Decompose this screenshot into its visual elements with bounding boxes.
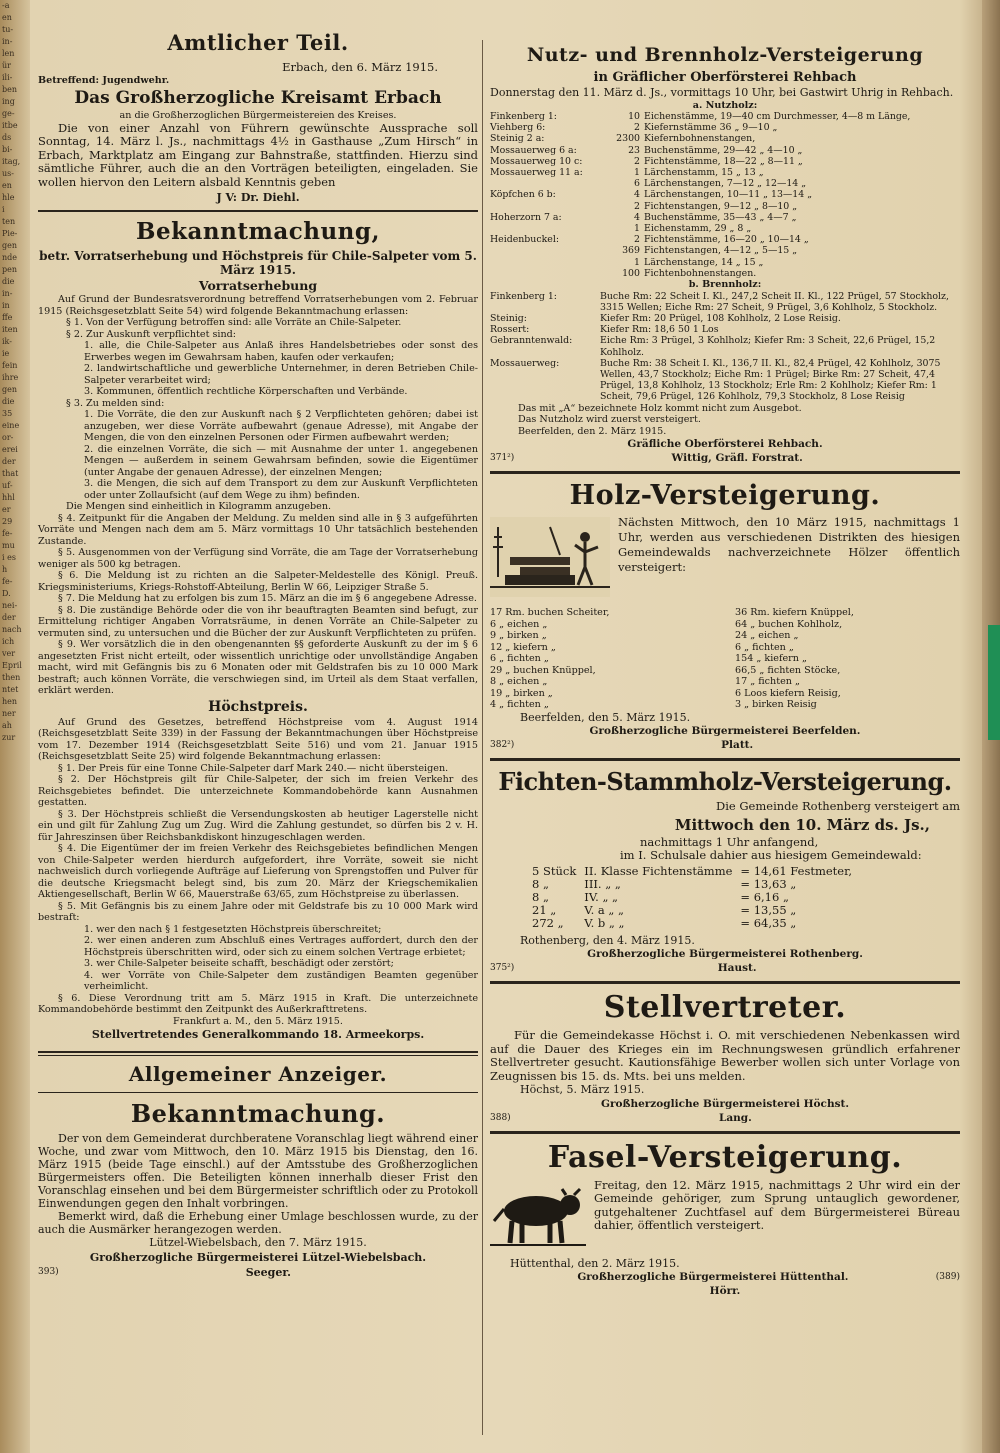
divider [38,1055,478,1056]
paragraph: § 6. Diese Verordnung tritt am 5. März 1915 in Kraft. Die unterzeichnete Kommandobehörde bestimmt den Zeitpunkt des Außerkrafttretens. [38,992,478,1015]
nutzholz-list [490,111,960,279]
description: Lärchenstangen, 10—11 „ 13—14 „ [644,189,813,201]
description: Buchenstämme, 35—43 „ 4—7 „ [644,211,797,223]
ad-number: 375²) [490,963,515,974]
margin-fragment: mu [2,541,15,550]
margin-fragment: h [2,565,8,574]
wood-item: 6 „ fichten „ [735,641,794,653]
bekanntmachung-salpeter [38,218,478,1041]
nutzholz-row [490,111,960,122]
brennholz-row [490,324,960,335]
margin-fragment: ili- [2,73,13,82]
nutzholz-row [490,156,960,167]
class-cell: V. b „ „ [584,915,625,930]
column-divider [482,40,483,1435]
margin-fragment: ner [2,709,16,718]
paragraph: 1. Die Vorräte, die den zur Auskunft nach § 2 Verpflichteten gehören; dabei ist anzugeben, wer diese Vorräte aufbewahrt (genaue Adresse), mit Angabe der Mengen, die von den einzelnen Personen oder Firmen aufbewahrt werden; [84,409,478,443]
subsection-heading: Höchstpreis. [208,698,308,715]
ad-body-line: Die Gemeinde Rothenberg versteigert am [716,799,960,814]
nutzholz-row [490,268,960,279]
brennholz-row [490,335,960,357]
wood-item: 6 „ fichten „ [490,653,549,665]
location: Steinig 2 a: [490,133,545,145]
count-cell: 8 „ [532,876,549,891]
paragraph: § 5. Ausgenommen von der Verfügung sind Vorräte, die am Tage der Vorratserhebung weniger als 500 kg betragen. [38,547,478,570]
brennholz-row [490,291,960,313]
divider [38,1051,478,1053]
signature: J V: Dr. Diehl. [216,191,300,204]
quantity: 100 [622,267,640,279]
ad-number: (389) [935,1272,960,1283]
description: Fichtenstangen, 4—12 „ 5—15 „ [644,245,798,257]
divider [490,471,960,474]
quantity: 2300 [616,133,640,145]
ad-heading: Stellvertreter. [603,990,847,1026]
signature: Großherzogliche Bürgermeisterei Hüttenthal. [577,1271,849,1284]
signature: Großherzogliche Bürgermeisterei Lützel-Wiebelsbach. [89,1250,427,1264]
paragraph: 2. landwirtschaftliche und gewerbliche Unternehmer, in deren Betrieben Chile-Salpeter verarbeitet wird; [84,363,478,386]
divider [490,758,960,761]
volume-cell: = 13,63 „ [740,876,797,891]
location: Gebranntenwald: [490,335,573,347]
margin-fragment: tu- [2,25,14,34]
signatory-name: Wittig, Gräfl. Forstrat. [671,452,803,465]
right-column [490,26,960,1298]
nutzholz-row [490,122,960,133]
wood-list-right [715,607,960,711]
margin-fragment: ür [2,61,11,70]
paragraph: § 4. Die Eigentümer der im freien Verkehr des Reichsgebietes befindlichen Mengen von Chile-Salpeter werden hierdurch aufgefordert, ihre Vorräte, soweit sie nicht nachweislich durch vorliegende Aufträge auf Lieferung von Sprengstoffen und Pulver für die deutsche Kriegsmacht belegt sind, bis zum 20. März der Kriegschemikalien Aktiengesellschaft, Berlin W 66, Mauerstraße 63/65, zum Höchstpreise zu überlassen. [38,843,478,900]
ad-number: 371²) [490,453,515,464]
margin-fragment: der [2,457,16,466]
description: Fichtenstämme, 16—20 „ 10—14 „ [644,234,809,246]
stammholz-table [528,865,856,930]
notice-subheading-2: Vorratserhebung [198,278,318,293]
divider [490,981,960,984]
location: Mossauerweg 11 a: [490,167,583,179]
margin-fragment: ich [2,637,15,646]
place-date: Rothenberg, den 4. März 1915. [520,933,695,947]
wood-item: 17 „ fichten „ [735,676,800,688]
ad-body-line: im I. Schulsale dahier aus hiesigem Gemeindewald: [620,848,922,863]
description: Buche Rm: 38 Scheit I. Kl., 136,7 II. Kl., 82,4 Prügel, 42 Kohlholz, 3075 Wellen, 43,7 Stockholz; Eiche Rm: 1 Prügel; Birke Rm: 27 Scheit, 47,4 Prügel, 13,8 Kohlholz, 13 Stockholz; Erle Rm: 2 Kohlholz; Kiefer Rm: 1 Scheit, 79,6 Prügel, 126 Kohlholz, 79,3 Stockholz, 8 Lose Reisig [600,357,941,403]
quantity: 2 [634,234,640,246]
nutzholz-row [490,133,960,144]
margin-fragment: ten [2,217,16,226]
description: Lärchenstange, 14 „ 15 „ [644,256,764,268]
margin-fragment: then [2,673,21,682]
description: Kiefernstämme 36 „ 9—10 „ [644,122,778,134]
place-date: Lützel-Wiebelsbach, den 7. März 1915. [149,1236,367,1249]
location [490,201,600,212]
paragraph: Auf Grund der Bundesratsverordnung betreffend Vorratserhebungen vom 2. Februar 1915 (Reichsgesetzblatt Seite 54) wird folgende Bekanntmachung erlassen: [38,294,478,317]
margin-fragment: gen [2,241,18,250]
signature: Gräfliche Oberförsterei Rehbach. [627,438,823,451]
ad-number: 388) [490,1112,511,1123]
wood-item: 3 „ birken Reisig [735,699,817,711]
location: Mossauerweg 10 c: [490,155,583,167]
margin-fragment: -a [2,1,10,10]
notice-heading: Bekanntmachung, [136,218,380,245]
margin-fragment: len [2,49,15,58]
divider [38,210,478,212]
location: Finkenberg 1: [490,111,557,122]
margin-fragment: die [2,277,15,286]
signatory-name: Seeger. [245,1265,291,1279]
paragraph: § 4. Zeitpunkt für die Angaben der Meldung. Zu melden sind alle in § 3 aufgeführten Vorräte und Mengen nach dem am 5. März vormittags 10 Uhr tatsächlich bestehenden Zustande. [38,512,478,547]
location [490,245,600,256]
margin-fragment: us- [2,169,14,178]
nutzholz-row [490,245,960,256]
margin-fragment: en [2,181,12,190]
paragraph: § 2. Der Höchstpreis gilt für Chile-Salpeter, der sich im freien Verkehr des Reichsgebietes befindet. Die unterzeichnete Kommandobehörde kann Ausnahmen gestatten. [38,774,478,808]
paragraph: 4. wer Vorräte von Chile-Salpeter dem zuständigen Beamten gegenüber verheimlicht. [84,969,478,992]
fichten-stammholz-ad [490,767,960,975]
margin-fragment: zur [2,733,16,742]
volume-cell: = 14,61 Festmeter, [740,863,852,878]
quantity: 1 [634,167,640,179]
margin-fragment: Pie- [2,229,18,238]
dateline: Erbach, den 6. März 1915. [282,60,438,74]
paragraph: 3. die Mengen, die sich auf dem Transport zu dem zur Auskunft Verpflichteten oder unter Zollaufsicht (auf dem Wege zu ihm) befinden. [84,478,478,501]
class-cell: II. Klasse Fichtenstämme [584,863,733,878]
ad-number: 382²) [490,740,515,751]
margin-fragment: i [2,205,5,214]
wood-item: 24 „ eichen „ [735,630,799,642]
paragraph: 3. wer Chile-Salpeter beiseite schafft, beschädigt oder zerstört; [84,958,394,969]
location: Finkenberg 1: [490,290,557,302]
margin-fragment: itag, [2,157,21,166]
nutzholz-row [490,212,960,223]
margin-fragment: 35 [2,409,13,418]
margin-fragment: ffe [2,313,13,322]
paragraph: 1. wer den nach § 1 festgesetzten Höchstpreis überschreitet; [84,923,382,935]
quantity: 4 [634,211,640,223]
description: Eichenstämme, 19—40 cm Durchmesser, 4—8 m Länge, [644,111,911,122]
paragraph: § 1. Von der Verfügung betroffen sind: alle Vorräte an Chile-Salpeter. [66,317,402,328]
wood-item: 6 „ eichen „ [490,618,548,630]
wood-item: 12 „ kiefern „ [490,641,556,653]
margin-fragment: der [2,613,16,622]
description: Fichtenstämme, 18—22 „ 8—11 „ [644,155,803,167]
signatory-name: Platt. [721,739,754,752]
paragraph: 3. Kommunen, öffentlich rechtliche Körperschaften und Verbände. [84,386,408,397]
description: Fichtenstangen, 9—12 „ 8—10 „ [644,200,798,212]
margin-fragment: fein [2,361,18,370]
location: Rossert: [490,324,530,336]
ad-heading: Fichten-Stammholz-Versteigerung. [498,767,952,797]
location: Mossauerweg: [490,357,560,369]
fasel-versteigerung-ad [490,1140,960,1298]
paragraph: Der von dem Gemeinderat durchberatene Voranschlag liegt während einer Woche, und zwar vom Mittwoch, den 10. März 1915 bis Dienstag, den 16. März 1915 (beide Tage einschl.) auf der Amtsstube des Großherzoglichen Bürgermeisters offen. Die Beteiligten können innerhalb dieser Frist den Voranschlag einsehen und bei dem Bürgermeister schriftlich oder zu Protokoll Einwendungen gegen den Inhalt vorbringen. [38,1132,478,1210]
margin-fragment: er [2,505,11,514]
margin-fragment: ds [2,133,12,142]
margin-fragment: die [2,397,15,406]
addressee: an die Großherzoglichen Bürgermeistereien des Kreises. [119,110,397,121]
margin-fragment: uf- [2,481,13,490]
wood-item: 36 Rm. kiefern Knüppel, [735,607,854,619]
margin-fragment: D. [2,589,11,598]
wood-item: 6 Loos kiefern Reisig, [735,687,841,699]
volume-cell: = 6,16 „ [740,889,789,904]
subject-line: Betreffend: Jugendwehr. [38,74,170,86]
nutz-brennholz-ad [490,44,960,465]
margin-fragment: ver [2,649,16,658]
margin-fragment: ntet [2,685,19,694]
wood-item: 66,5 „ fichten Stöcke, [735,664,841,676]
margin-fragment: i es [2,553,16,562]
description: Lärchenstangen, 7—12 „ 12—14 „ [644,178,807,190]
location [490,268,600,279]
table-row [528,891,856,904]
ad-heading: Fasel-Versteigerung. [547,1139,903,1175]
table-row [528,904,856,917]
notice-heading: Bekanntmachung. [130,1099,386,1128]
margin-fragment: hhl [2,493,15,502]
quantity: 10 [628,111,640,122]
wood-item: 8 „ eichen „ [490,676,548,688]
bull-illustration-icon [490,1181,586,1255]
nutzholz-row [490,257,960,268]
margin-fragment: ihre [2,373,19,382]
nutzholz-row [490,189,960,200]
nutzholz-row [490,234,960,245]
brennholz-list [490,291,960,403]
left-column [38,26,478,1280]
margin-fragment: gen [2,385,18,394]
location: Köpfchen 6 b: [490,189,556,201]
nutzholz-row [490,178,960,189]
description: Kiefer Rm: 20 Prügel, 108 Kohlholz, 2 Lose Reisig. [600,312,841,324]
paragraph: 2. die einzelnen Vorräte, die sich — mit Ausnahme der unter 1. angegebenen Mengen — außerdem in seinem Gewahrsam befinden, sowie die Eigentümer (unter Angabe der genauen Adresse), der einzelnen Mengen; [84,443,478,478]
green-bookmark-tab [988,625,1000,740]
margin-fragment: in [2,301,10,310]
margin-fragment: fe- [2,577,13,586]
margin-fragment: fe- [2,529,13,538]
note: Das mit „A“ bezeichnete Holz kommt nicht zum Ausgebot. [518,402,802,414]
ad-body-line: nachmittags 1 Uhr anfangend, [640,834,819,849]
nutzholz-row [490,201,960,212]
place-date: Beerfelden, den 2. März 1915. [518,425,667,437]
description: Fichtenbohnenstangen. [644,267,757,279]
margin-fragment: ge- [2,109,15,118]
margin-fragment: 29 [2,517,13,526]
margin-fragment: or- [2,433,14,442]
paragraph: 1. alle, die Chile-Salpeter aus Anlaß ihres Handelsbetriebes oder sonst des Erwerbes wegen im Gewahrsam haben, kaufen oder verkaufen; [84,340,478,363]
location: Mossauerweg 6 a: [490,144,577,156]
nutzholz-row [490,145,960,156]
section-heading: Allgemeiner Anzeiger. [128,1062,388,1086]
signatory-name: Haust. [717,962,757,975]
class-cell: V. a „ „ [584,902,624,917]
place-date: Beerfelden, den 5. März 1915. [520,710,691,724]
description: Buche Rm: 22 Scheit I. Kl., 247,2 Scheit II. Kl., 122 Prügel, 57 Stockholz, 3315 Wellen; Eiche Rm: 27 Scheit, 9 Prügel, 3,6 Kohlholz, 5 Stockholz. [600,290,949,313]
quantity: 2 [634,200,640,212]
quantity: 4 [634,189,640,201]
ad-body: Freitag, den 12. März 1915, nachmittags 2 Uhr wird ein der Gemeinde gehöriger, zum Sprung untauglich gewordener, gutgehaltener Zuchtfasel auf dem Bürgermeisterei Büreau dahier, öffentlich versteigert. [594,1177,960,1233]
signature: Stellvertretendes Generalkommando 18. Armeekorps. [91,1028,425,1041]
count-cell: 272 „ [532,915,564,930]
ad-heading: Holz-Versteigerung. [569,480,881,512]
quantity: 1 [634,223,640,235]
description: Kiefernbohnenstangen, [644,133,756,145]
signatory-name: Hörr. [709,1285,741,1298]
ad-number: 393) [38,1266,59,1277]
margin-fragment: in- [2,37,13,46]
wood-item: 17 Rm. buchen Scheiter, [490,607,610,619]
location: Steinig: [490,312,527,324]
margin-fragment: ah [2,721,12,730]
paragraph: § 1. Der Preis für eine Tonne Chile-Salpeter darf Mark 240.— nicht übersteigen. [58,762,449,774]
class-cell: IV. „ „ [584,889,619,904]
quantity: 2 [634,122,640,134]
office-title: Das Großherzogliche Kreisamt Erbach [74,88,442,108]
location [490,223,600,234]
margin-fragment: iten [2,325,18,334]
holz-versteigerung-ad [490,480,960,752]
paragraph: § 3. Der Höchstpreis schließt die Versendungskosten ab heutiger Lagerstelle nicht ein und gilt für Zahlung Zug um Zug. Wird die Zahlung gestundet, so dürfen bis 2 v. H. für Jahreszinsen über Reichsbankdiskont hinzugeschlagen werden. [38,808,478,843]
divider [490,1131,960,1134]
count-cell: 8 „ [532,889,549,904]
paragraph: 2. wer einen anderen zum Abschluß eines Vertrages auffordert, durch den der Höchstpreis überschritten wird, oder sich zu einem solchen Vertrage erbietet; [84,935,478,958]
table-row [528,865,856,878]
quantity: 1 [634,256,640,268]
lumberjacks-illustration-icon [490,517,610,601]
paragraph: § 2. Zur Auskunft verpflichtet sind: [66,328,237,340]
paragraph: § 3. Zu melden sind: [66,397,165,409]
description: Eichenstamm, 29 „ 8 „ [644,223,752,235]
wood-list-left [490,607,715,711]
margin-fragment: ing [2,97,15,106]
wood-item: 19 „ birken „ [490,687,553,699]
stellvertreter-ad [490,990,960,1125]
ad-body: Nächsten Mittwoch, den 10 März 1915, nachmittags 1 Uhr, werden aus verschiedenen Distrikten des hiesigen Gemeindewalds nachverzeichnete Hölzer öffentlich versteigert: [618,515,960,575]
margin-fragment: that [2,469,19,478]
paragraph: Die Mengen sind einheitlich in Kilogramm anzugeben. [66,501,332,512]
quantity: 369 [622,245,640,257]
location: Heidenbuckel: [490,234,559,246]
ad-subheading: in Gräflicher Oberförsterei Rehbach [593,70,857,85]
location [490,257,600,268]
count-cell: 5 Stück [532,863,577,878]
location [490,178,600,189]
divider [38,1092,478,1093]
note: Das Nutzholz wird zuerst versteigert. [518,414,701,426]
margin-fragment: ben [2,85,18,94]
margin-fragment: erei [2,445,18,454]
ad-when: Donnerstag den 11. März d. Js., vormittags 10 Uhr, bei Gastwirt Uhrig in Rehbach. [490,86,954,99]
paragraph: Auf Grund des Gesetzes, betreffend Höchstpreise vom 4. August 1914 (Reichsgesetzblatt Seite 339) in der Fassung der Bekanntmachungen über Höchstpreise vom 17. Dezember 1914 (Reichsgesetzblatt Seite 516) und vom 21. Januar 1915 (Reichsgesetzblatt Seite 25) wird folgende Bekanntmachung erlassen: [38,716,478,762]
category-label: b. Brennholz: [688,279,762,291]
description: Lärchenstamm, 15 „ 13 „ [644,167,764,179]
allgemeiner-anzeiger-section [38,1062,478,1280]
signature: Großherzogliche Bürgermeisterei Höchst. [600,1097,850,1110]
volume-cell: = 64,35 „ [740,915,797,930]
margin-fragment: nei- [2,601,18,610]
brennholz-row [490,313,960,324]
wood-item: 4 „ fichten „ [490,699,549,711]
paragraph: § 8. Die zuständige Behörde oder die von ihr beauftragten Beamten sind befugt, zur Ermittelung richtiger Angaben Vorratsräume, in denen Vorräte an Chile-Salpeter zu vermuten sind, zu untersuchen und die Bücher der zur Auskunft Verpflichteten zu prüfen. [38,604,478,639]
margin-fragment: hle [2,193,15,202]
amtlicher-teil-section [38,30,478,204]
table-row [528,917,856,930]
count-cell: 21 „ [532,902,557,917]
margin-fragment: in- [2,289,13,298]
margin-fragment: eine [2,421,20,430]
signature: Großherzogliche Bürgermeisterei Beerfelden. [589,725,861,738]
wood-item: 154 „ kiefern „ [735,653,807,665]
paragraph: § 7. Die Meldung hat zu erfolgen bis zum 15. März an die im § 6 angegebene Adresse. [58,593,477,604]
margin-fragment: nde [2,253,18,262]
section-heading: Amtlicher Teil. [167,30,349,55]
table-row [528,878,856,891]
place-date: Höchst, 5. März 1915. [520,1083,645,1097]
place-date: Frankfurt a. M., den 5. März 1915. [173,1015,343,1027]
paragraph: Bemerkt wird, daß die Erhebung einer Umlage beschlossen wurde, zu der auch die Ausmärker herangezogen werden. [38,1210,478,1236]
wood-item: 29 „ buchen Knüppel, [490,664,596,676]
location: Hoherzorn 7 a: [490,211,562,223]
margin-fragment: itbe [2,121,18,130]
nutzholz-row [490,167,960,178]
signature: Großherzogliche Bürgermeisterei Rothenberg. [587,948,863,961]
notice-body: Die von einer Anzahl von Führern gewünschte Aussprache soll Sonntag, 14. März l. Js., nachmittags 4½ in Gasthause „Zum Hirsch“ in Erbach, Marktplatz am Eingang zur Bahnstraße, stattfinden. Hierzu sind sämtliche Führer, auch die an den Vorträgen beteiligten, eingeladen. Sie wollen hiervon den Leitern alsbald Kenntnis geben [38,120,478,189]
ad-body: Für die Gemeindekasse Höchst i. O. mit verschiedenen Nebenkassen wird auf die Dauer des Krieges ein im Rechnungswesen gründlich erfahrener Stellvertreter gesucht. Kautionsfähige Bewerber wollen sich unter Vorlage von Zeugnissen bis 15. ds. Mts. bei uns melden. [490,1028,960,1083]
category-label: a. Nutzholz: [692,99,758,111]
brennholz-row [490,358,960,403]
margin-fragment: ik- [2,337,12,346]
class-cell: III. „ „ [584,876,621,891]
description: Kiefer Rm: 18,6 50 1 Los [600,324,719,336]
ad-date-highlight: Mittwoch den 10. März ds. Js., [674,815,930,834]
margin-fragment: nach [2,625,22,634]
wood-item: 64 „ buchen Kohlholz, [735,618,843,630]
volume-cell: = 13,55 „ [740,902,797,917]
wood-item: 9 „ birken „ [490,630,547,642]
margin-fragment: en [2,13,12,22]
ad-heading: Nutz- und Brennholz-Versteigerung [526,44,924,66]
paragraph: § 5. Mit Gefängnis bis zu einem Jahre oder mit Geldstrafe bis zu 10 000 Mark wird bestraft: [38,900,478,923]
description: Eiche Rm: 3 Prügel, 3 Kohlholz; Kiefer Rm: 3 Scheit, 22,6 Prügel, 15,2 Kohlholz. [600,335,936,358]
signatory-name: Lang. [718,1111,752,1124]
paragraph: § 9. Wer vorsätzlich die in den obengenannten §§ geforderte Auskunft zu der im § 6 angesetzten Frist nicht erteilt, oder wissentlich unrichtige oder unvollständige Angaben macht, wird mit Gefängnis bis zu 6 Monaten oder mit Geldstrafen bis zu 10 000 Mark bestraft; auch können Vorräte, die verschwiegen sind, im Urteil als dem Staat verfallen, erklärt werden. [38,639,478,696]
quantity: 6 [634,178,640,190]
quantity: 23 [628,144,640,156]
margin-fragment: hen [2,697,18,706]
notice-subheading: betr. Vorratserhebung und Höchstpreis für Chile-Salpeter vom 5. März 1915. [39,249,477,277]
paragraph: § 6. Die Meldung ist zu richten an die Salpeter-Meldestelle des Königl. Preuß. Kriegsministeriums, Kriegs-Rohstoff-Abteilung, Berlin W 66, Leipziger Straße 5. [38,570,478,593]
margin-fragment: pen [2,265,18,274]
margin-fragment: Epril [2,661,22,670]
margin-fragment: ie [2,349,10,358]
location: Viehberg 6: [490,122,546,134]
adjacent-page-margin [0,0,30,1453]
margin-fragment: bi- [2,145,13,154]
nutzholz-row [490,223,960,234]
quantity: 2 [634,155,640,167]
place-date: Hüttenthal, den 2. März 1915. [510,1256,680,1270]
description: Buchenstämme, 29—42 „ 4—10 „ [644,144,803,156]
